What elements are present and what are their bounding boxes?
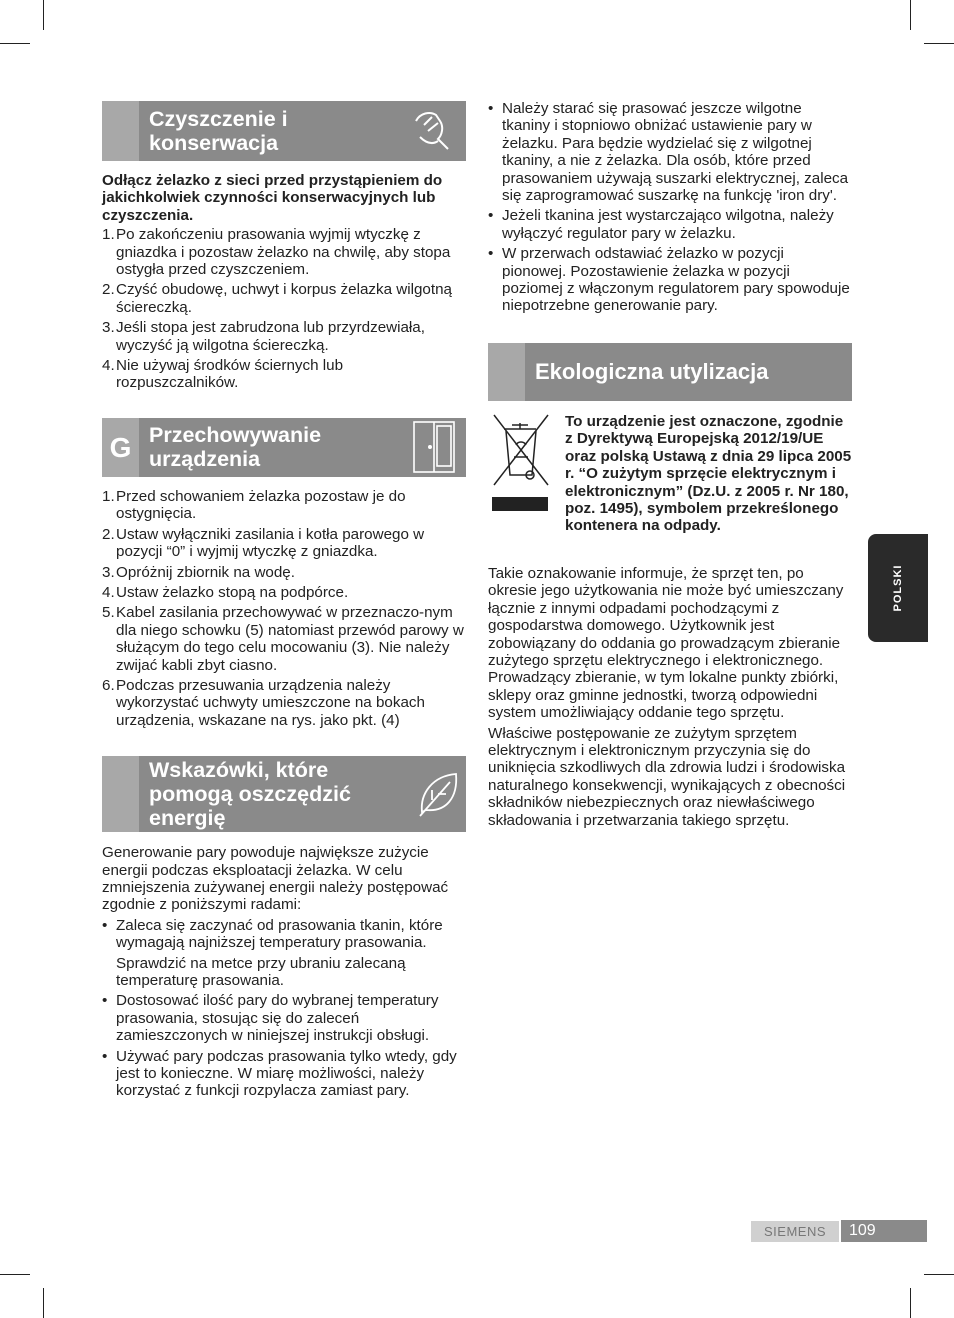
section-header-eco [488,343,852,401]
cabinet-icon [410,420,460,478]
list-item: • W przerwach odstawiać żelazko w pozycji pionowej. Pozostawienie żelazka w pozycji poziomej z włączonym regulatorem pary spowoduje niepotrzebne generowanie pary. [488,245,852,315]
eco-paragraph-2: Właściwe postępowanie ze zużytym sprzętem elektrycznym i elektronicznym przyczynia się do uniknięcia szkodliwych dla zdrowia ludzi i środowiska naturalnego konsekwencji, wynikających z obecności składników niebezpiecznych oraz niewłaściwego składowania i przetwarzania takiego sprzętu. [488,724,846,829]
energy-list-continued [488,100,852,315]
weee-block [488,413,852,563]
section-header-energy [102,756,466,832]
list-item: 1. Po zakończeniu prasowania wyjmij wtyczkę z gniazdka i pozostaw żelazko na chwilę, aby stopa ostygła przed czyszczeniem. [102,226,451,279]
list-item: 1. Przed schowaniem żelazka pozostaw je do ostygnięcia. [102,487,406,523]
crossed-bin-icon [488,413,552,517]
section-header-storage [102,418,466,477]
list-item: 3. Opróżnij zbiornik na wodę. [102,563,295,581]
language-label: POLSKI [892,564,904,612]
list-item: • Używać pary podczas prasowania tylko wtedy, gdy jest to konieczne. W miarę możliwości, należy korzystać z funkcji rozpylacza zamiast pary. [102,1048,466,1100]
section-header-cleaning [102,101,466,161]
crop-mark [924,1274,954,1275]
crop-mark [910,1288,911,1318]
weee-notice: To urządzenie jest oznaczone, zgodnie z Dyrektywą Europejską 2012/19/UE oraz polską Ustawą z dnia 29 lipca 2005 r. “O zużytym sprzęcie elektrycznym i elektronicznym” (Dz.U. z 2005 r. Nr 180, poz. 1495), symbolem przekreślonego kontenera na odpady. [565,412,852,535]
crop-mark [910,0,911,30]
energy-list [102,917,466,1100]
crop-mark [0,1274,30,1275]
section-title: Ekologiczna utylizacja [535,358,769,384]
crop-mark [43,0,44,30]
crop-mark [43,1288,44,1318]
crop-mark [924,43,954,44]
header-tab [102,101,139,161]
list-item: • Należy starać się prasować jeszcze wilgotne tkaniny i stopniowo obniżać ustawienie pary w żelazku. Para będzie wydzielać się z wilgotnej tkaniny, a nie z żelazka. Dla osób, które przed prasowaniem używają suszarki elektrycznej, zaleca się zaprogramować suszarkę na funkcję 'iron dry'. [488,100,852,204]
section-title: Wskazówki, które pomogą oszczędzić energię [149,758,351,831]
page-number: 109 [841,1220,927,1242]
header-tab [102,756,139,832]
list-item: 2. Czyść obudowę, uchwyt i korpus żelazka wilgotną ściereczką. [102,281,452,316]
crop-mark [0,43,30,44]
section-title: Przechowywanie urządzenia [149,423,322,472]
brand-label: SIEMENS [751,1221,839,1242]
eco-paragraph-1: Takie oznakowanie informuje, że sprzęt ten, po okresie jego użytkowania nie może być umieszczany łącznie z innymi odpadami pochodzącymi z gospodarstwa domowego. Użytkownik jest zobowiązany do oddania go prowadzącym zbieranie zużytego sprzętu elektrycznego i elektronicznego. Prowadzący zbieranie, w tym lokalne punkty zbiórki, sklepy oraz gminne jednostki, tworzą odpowiedni system umożliwiający oddanie tego sprzętu. [488,564,844,722]
cleaning-list [102,226,466,392]
section-title: Czyszczenie i konserwacja [149,107,288,155]
list-item: 6. Podczas przesuwania urządzenia należy wykorzystać uchwyty umieszczone na bokach urządzenia, wskazane na rys. jako pkt. (4) [102,676,425,729]
section-letter: G [102,418,139,477]
list-item: • Jeżeli tkanina jest wystarczająco wilgotna, należy wyłączyć regulator pary w żelazku. [488,207,852,242]
header-tab [488,343,525,401]
list-item: 4. Ustaw żelazko stopą na podpórce. [102,583,349,601]
list-item: 4. Nie używaj środków ściernych lub rozpuszczalników. [102,357,344,392]
language-tab [868,534,928,642]
left-column [102,101,466,1103]
cleaning-intro: Odłącz żelazko z sieci przed przystąpieniem do jakichkolwiek czynności konserwacyjnych lub czyszczenia. [102,172,443,224]
list-item: 2. Ustaw wyłączniki zasilania i kotła parowego w pozycji “0” i wyjmij wtyczkę z gniazdka. [102,525,425,561]
leaf-icon [416,770,460,822]
hand-cleaning-icon [410,107,460,159]
list-item: 3. Jeśli stopa jest zabrudzona lub przyrdzewiała, wyczyść ją wilgotna ściereczką. [102,319,425,354]
list-item: • Dostosować ilość pary do wybranej temperatury prasowania, stosując się do zaleceń zamieszczonych w niniejszej instrukcji obsługi. [102,992,466,1044]
list-item: 5. Kabel zasilania przechowywać w przeznaczo-nym dla niego schowku (5) natomiast przewód parowy w służącym do tego celu mocowaniu (3). Nie należy zwijać kabli zbyt ciasno. [102,604,464,674]
right-column [488,100,852,829]
storage-list [102,488,466,729]
list-item: • Zaleca się zaczynać od prasowania tkanin, które wymagają najniższej temperatury prasowania. Sprawdzić na metce przy ubraniu zalecaną temperaturę prasowania. [102,917,466,990]
energy-intro: Generowanie pary powoduje największe zużycie energii podczas eksploatacji żelazka. W celu zmniejszenia zużywanej energii należy postępować zgodnie z poniższymi radami: [102,844,449,914]
